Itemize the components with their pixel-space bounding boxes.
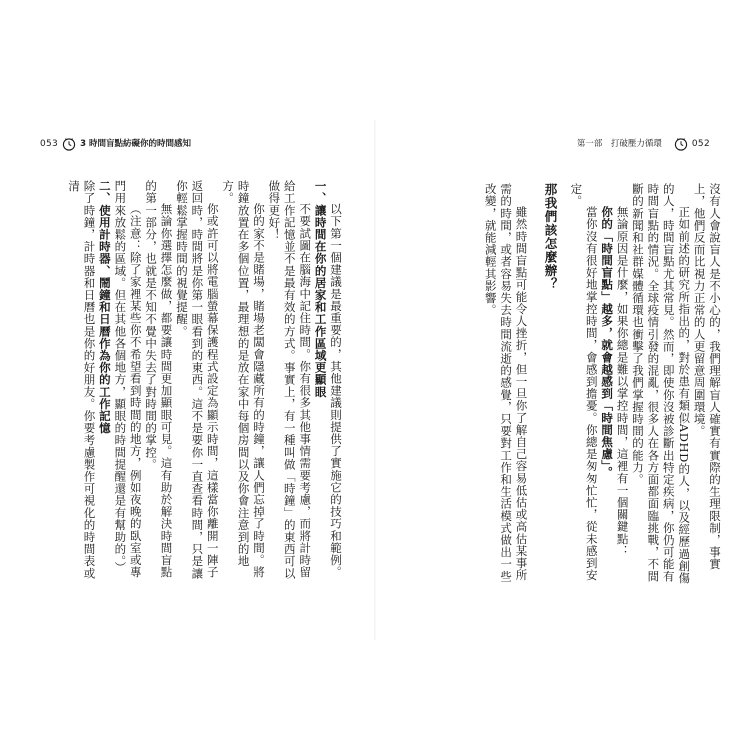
right-page-body bbox=[416, 183, 722, 588]
paragraph: 你或許可以將電腦螢幕保護程式設定為顯示時間，這樣當你離開一陣子返回時，時間將是你第一眼看到的東西。這不是要你一直查看時間，只是讓你輕鬆掌握時間的視覺提醒。 bbox=[174, 180, 220, 580]
clock-icon bbox=[62, 137, 76, 151]
key-point: 你的「時間盲點」越多，就會越感到「時間焦慮」。 bbox=[600, 206, 615, 479]
right-page-header bbox=[577, 136, 710, 152]
subheading: 一、讓時間在你的居家和工作區域更顯眼 bbox=[313, 180, 328, 398]
page-gutter bbox=[374, 120, 376, 640]
paragraph: 雖然時間盲點可能令人挫折，但一旦你了解自己容易低估或高估某事所需的時間，或者容易失去時間流逝的感覺，只要對工作和生活模式做出一些改變，就能減輕其影響。 bbox=[483, 183, 529, 583]
paragraph: 你的家不是賭場，賭場老闆會隱藏所有的時鐘，讓人們忘掉了時間。將時鐘放置在多個位置，最理想的是放在家中每個房間以及你會注意到的地方。 bbox=[221, 180, 266, 579]
paragraph: 不要試圖在腦海中記住時間。你有很多其他事情需要考慮，而將計時留給工作記憶並不是最有效的方式。事實上，有一種叫做「時鐘」的東西可以做得更好！ bbox=[267, 180, 313, 580]
left-page-number: 053 bbox=[40, 139, 59, 149]
left-page-body bbox=[58, 180, 343, 580]
paragraph: 無論原因是什麼，如果你總是難以掌控時間，這裡有一個關鍵點： bbox=[615, 206, 630, 557]
chapter-title: 3 時間盲點紡礙你的時間感知 bbox=[80, 139, 191, 149]
paragraph: 無論你選擇怎麼做，都要讓時間更加顯眼可見。這有助於解決時間盲點的第一部分，也就是不知不覺中失去了對時間的掌控。 bbox=[144, 180, 174, 579]
note: （注意：除了家裡某些你不希望看到時間的地方，例如夜晚的臥室或專門用來放鬆的區域。但在其他各個地方，顯眼的時間提醒還是有幫助的。） bbox=[113, 180, 143, 579]
section-heading: 那我們該怎麼辦？ bbox=[542, 183, 558, 291]
part-title: 第一部 打破壓力循環 bbox=[576, 139, 662, 149]
subheading: 二、使用計時器、鬧鐘和日曆作為你的工作記憶 bbox=[97, 180, 112, 435]
paragraph: 正如前述的研究所指出的，對於患有類似ADHD的人，以及經歷過創傷的人，時間盲點尤其常見。然而，即使你沒被診斷出特定疾病，你仍可能有時間盲點的情況。全球疫情引發的混亂，很多人在各方面都面臨挑戰，不間斷的新聞和社群媒體循環也衝擊了我們掌握時間的能力。 bbox=[630, 183, 692, 584]
paragraph: 當你沒有很好地掌控時間，會感到擔憂。你總是匆匆忙忙，從未感到安定。 bbox=[569, 183, 599, 582]
paragraph: 除了時鐘，計時器和日曆也是你的好朋友。你要考慮製作可視化的時間表或清 bbox=[67, 180, 97, 580]
paragraph: 沒有人會說盲人是不小心的，我們理解盲人確實有實際的生理限制，事實上，他們反而比視力正常的人更留意周圍環境。 bbox=[692, 183, 722, 571]
left-page-header bbox=[40, 136, 191, 152]
clock-icon bbox=[674, 137, 688, 151]
paragraph: 以下第一個建議是最重要的，其他建議則提供了實施它的技巧和範例。 bbox=[329, 203, 343, 579]
right-page-number: 052 bbox=[691, 139, 710, 149]
